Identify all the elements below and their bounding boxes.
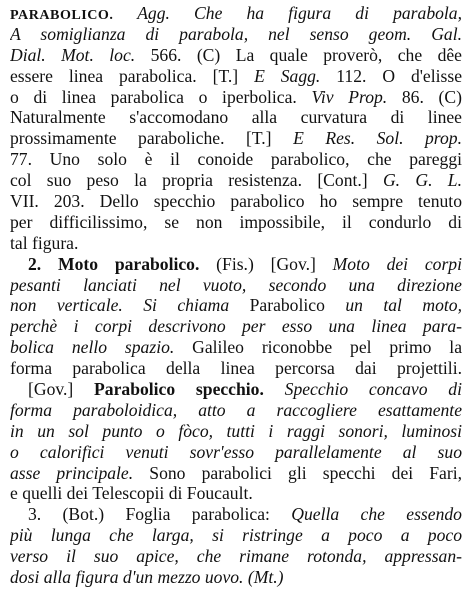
text-segment: in un sol punto o fòco, tutti i raggi sonori, luminosi xyxy=(10,420,462,441)
text-segment: più lunga che larga, si ristringe a poco a poco xyxy=(10,525,462,546)
text-segment: col suo peso la propria resistenza. [Cont.] xyxy=(10,170,383,191)
text-line xyxy=(10,546,462,567)
text-line xyxy=(10,24,462,45)
text-segment: Parabolico xyxy=(229,295,346,316)
text-segment: o calorifici venuti sovr'esso parallelamente al suo xyxy=(10,441,462,462)
text-line xyxy=(10,66,462,87)
text-segment: prossimamente paraboliche. [T.] xyxy=(10,128,294,149)
text-segment: (Mt.) xyxy=(243,567,284,588)
text-segment: forma parabolica della linea percorsa dai projettili. xyxy=(10,358,462,379)
text-line xyxy=(10,504,462,525)
text-segment: Specchio concavo di xyxy=(263,379,462,400)
entry-text-block xyxy=(10,3,462,588)
text-segment: Moto dei corpi xyxy=(332,253,462,274)
text-line xyxy=(10,233,462,254)
text-line xyxy=(10,421,462,442)
text-segment: Quella che essendo xyxy=(291,504,462,525)
text-segment: PARABOLICO. xyxy=(10,7,114,23)
text-segment: A somiglianza di parabola, nel senso geom. Gal. xyxy=(10,23,462,44)
text-segment: dosi alla figura d'un mezzo uovo. xyxy=(10,567,244,588)
text-segment: asse principale. xyxy=(10,462,134,483)
text-segment: forma paraboloidica, atto a raccogliere esattamente xyxy=(10,399,462,420)
text-segment: tal figura. xyxy=(10,232,79,253)
text-segment: bolica nello spazio. xyxy=(10,337,175,358)
text-segment: E Res. Sol. prop. xyxy=(293,128,462,149)
text-line xyxy=(10,295,462,316)
text-segment: perchè i corpi descrivono per esso una linea para- xyxy=(10,316,462,337)
text-segment: Naturalmente s'accomodano alla curvatura di linee xyxy=(10,107,462,128)
text-line xyxy=(10,316,462,337)
text-segment: Dial. Mot. loc. xyxy=(10,44,136,65)
text-segment: non verticale. Si chiama xyxy=(10,295,230,316)
text-line xyxy=(10,483,462,504)
text-segment: G. G. L. xyxy=(382,170,462,191)
text-line xyxy=(10,87,462,108)
text-segment: o di linea parabolica o iperbolica. xyxy=(10,86,312,107)
text-segment: Galileo riconobbe pel primo la xyxy=(174,337,462,358)
text-segment: 112. O d'elisse xyxy=(320,65,462,86)
text-line xyxy=(10,3,462,24)
text-segment: (Fis.) [Gov.] xyxy=(199,253,333,274)
text-segment: 86. (C) xyxy=(387,86,462,107)
text-segment: Agg. xyxy=(113,3,170,23)
text-segment: [Gov.] xyxy=(28,379,95,400)
text-line xyxy=(10,212,462,233)
text-segment: 77. Uno solo è il conoide parabolico, che pareggi xyxy=(10,149,462,170)
text-segment: Viv Prop. xyxy=(311,86,388,107)
text-segment: 566. (C) La quale proverò, che dêe xyxy=(135,44,462,65)
text-segment: verso il suo apice, che rimane rotonda, appressan- xyxy=(10,546,462,567)
text-segment: e quelli dei Telescopii di Foucault. xyxy=(10,483,253,504)
text-segment: Parabolico specchio. xyxy=(94,379,264,400)
text-line xyxy=(10,567,462,588)
text-line xyxy=(10,45,462,66)
text-line xyxy=(10,463,462,484)
text-line xyxy=(10,379,462,400)
text-segment: VII. 203. Dello specchio parabolico ho sempre tenuto xyxy=(10,191,462,212)
text-line xyxy=(10,149,462,170)
text-segment: Sono parabolici gli specchi dei Fari, xyxy=(133,462,462,483)
text-line xyxy=(10,254,462,275)
text-line xyxy=(10,128,462,149)
text-line xyxy=(10,337,462,358)
text-segment: per difficilissimo, se non impossibile, il condurlo di xyxy=(10,211,462,232)
text-segment: pesanti lanciati nel vuoto, secondo una direzione xyxy=(10,274,462,295)
text-line xyxy=(10,170,462,191)
text-segment: un tal moto, xyxy=(345,295,462,316)
text-line xyxy=(10,275,462,296)
text-line xyxy=(10,358,462,379)
text-line xyxy=(10,525,462,546)
text-line xyxy=(10,442,462,463)
text-segment: Che ha figura di parabola, xyxy=(169,3,462,23)
text-segment: 3. (Bot.) Foglia parabolica: xyxy=(28,504,292,525)
text-line xyxy=(10,400,462,421)
text-segment: E Sagg. xyxy=(254,65,321,86)
text-segment: 2. xyxy=(28,253,58,274)
text-segment: Moto parabolico. xyxy=(57,253,200,274)
text-segment: essere linea parabolica. [T.] xyxy=(10,65,255,86)
text-line xyxy=(10,191,462,212)
text-line xyxy=(10,107,462,128)
